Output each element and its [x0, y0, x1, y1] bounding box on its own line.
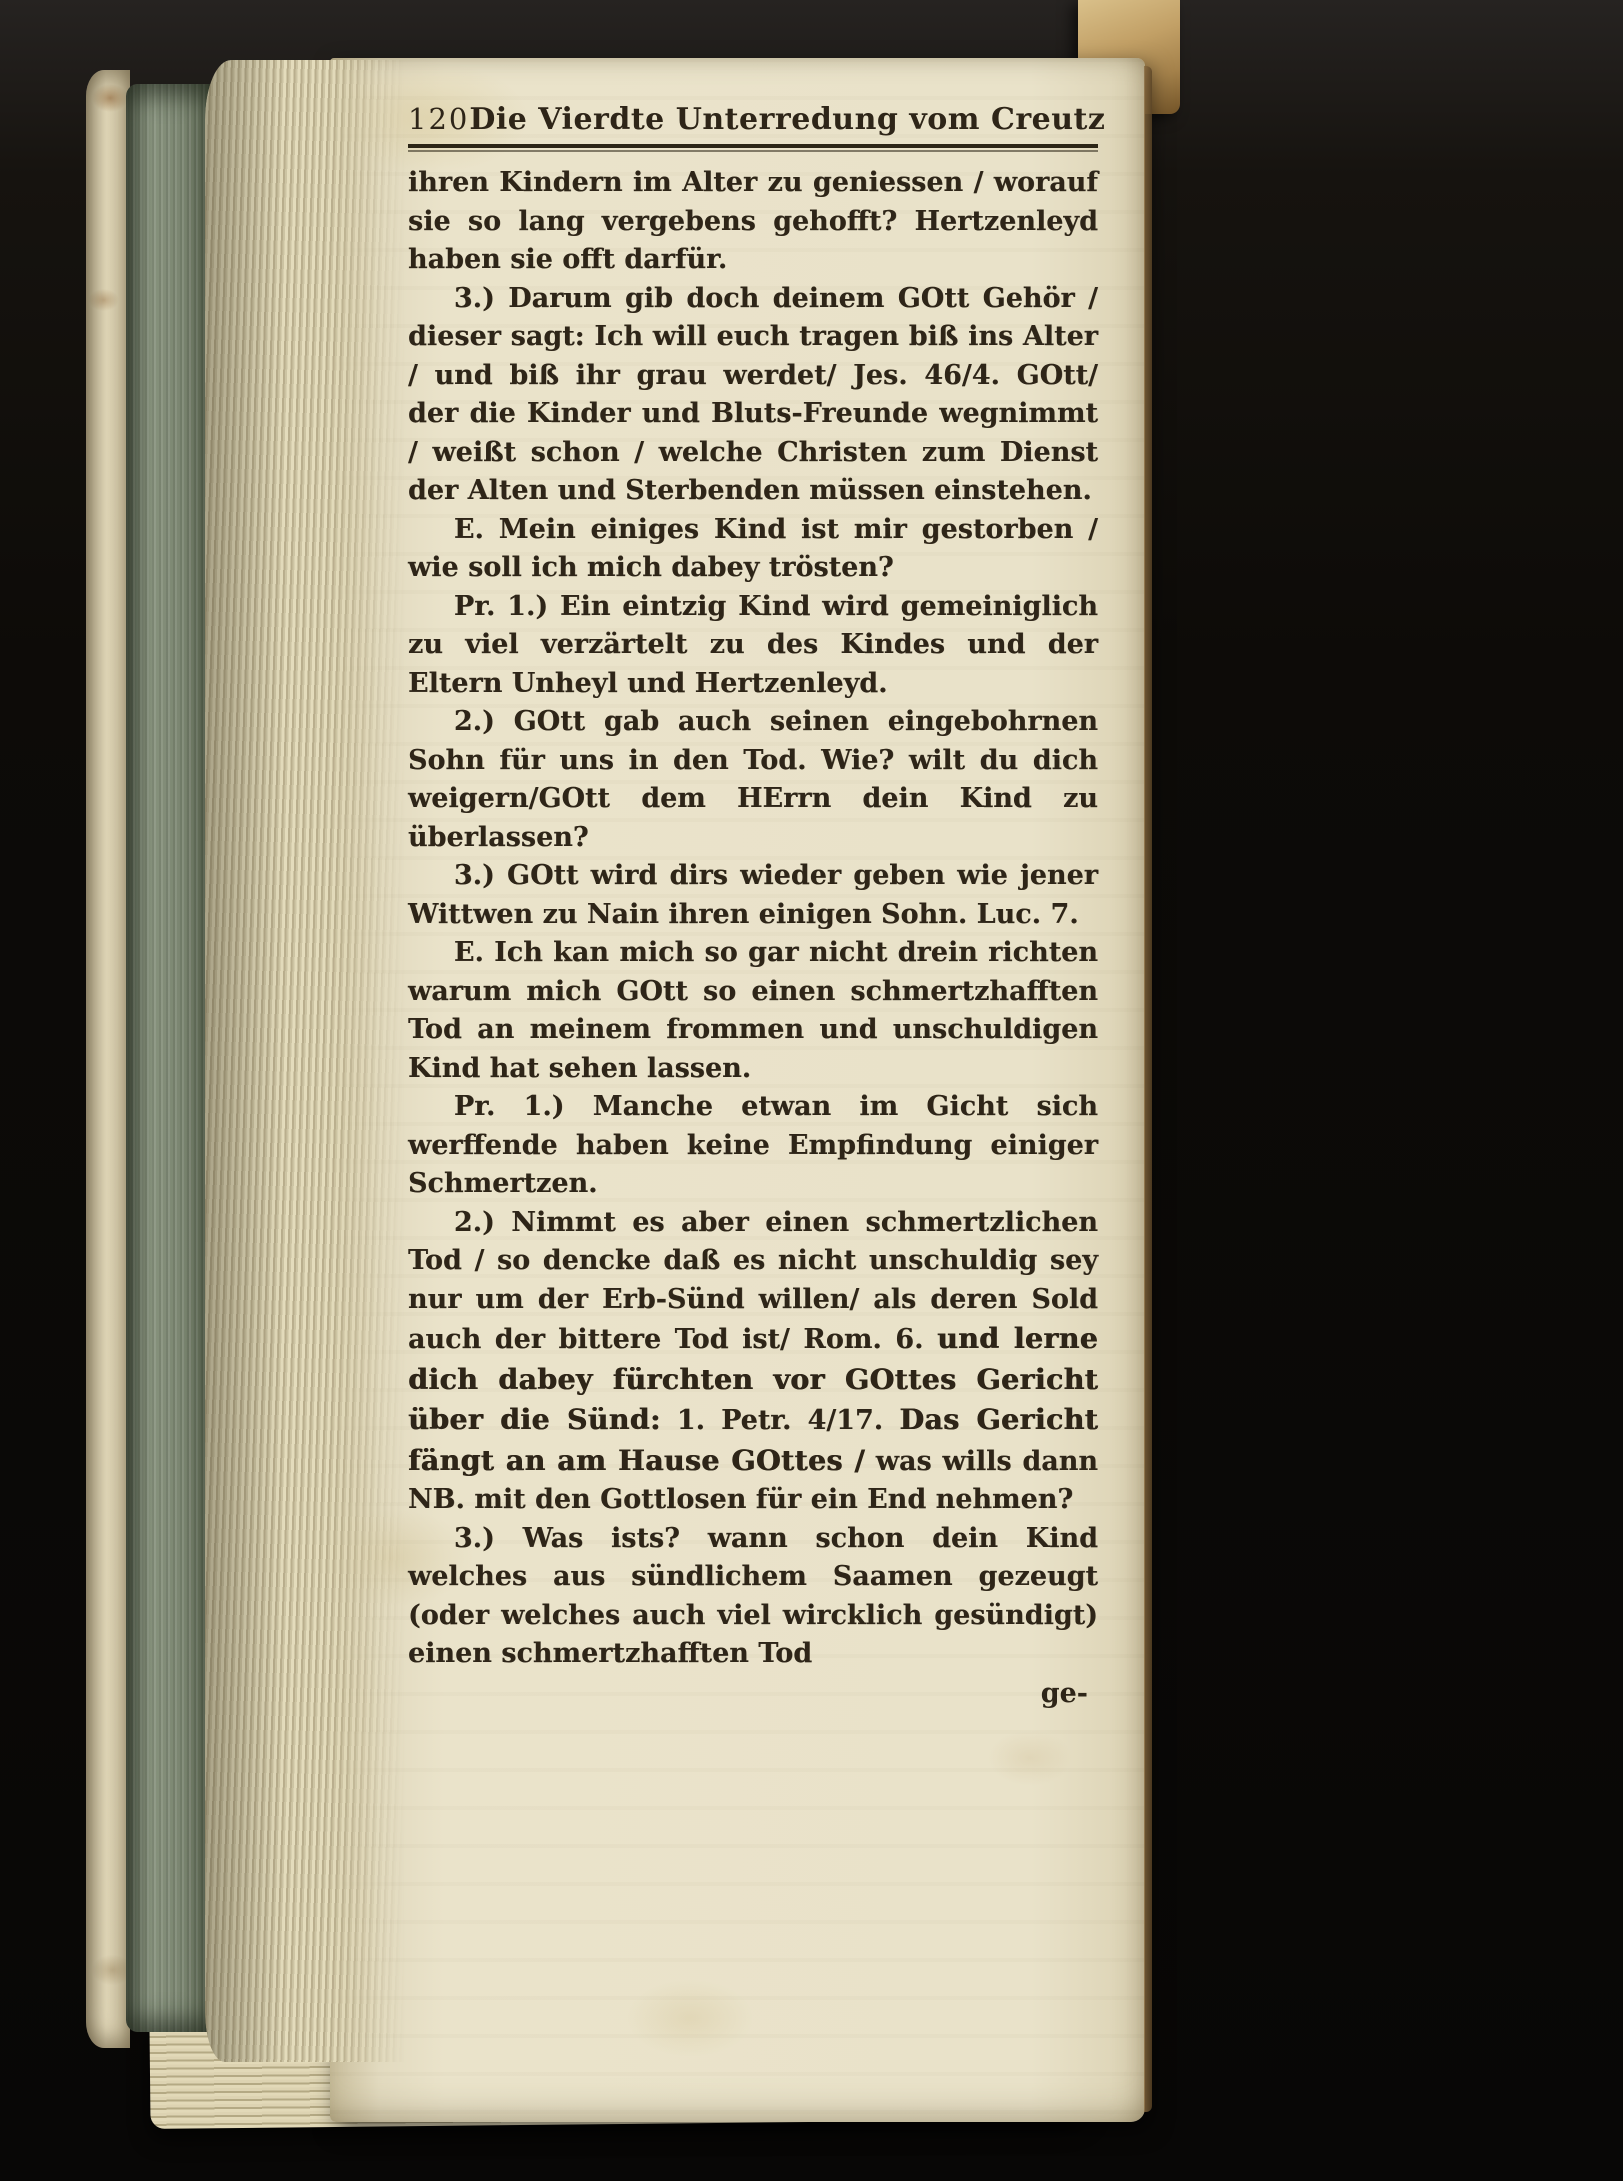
body-text	[408, 164, 1098, 1674]
paragraph: Pr. 1.) Ein eintzig Kind wird gemeiniglich zu viel verzärtelt zu des Kindes und der Eltern Unheyl und Hertzenleyd.	[408, 590, 1098, 699]
paragraph: ihren Kindern im Alter zu geniessen / worauf sie so lang vergebens gehofft? Hertzenleyd haben sie offt darfür.	[408, 167, 1098, 275]
paragraph-run: 1. Petr. 4/17.	[660, 1405, 900, 1436]
page-header	[408, 102, 1106, 137]
paragraph: 3.) GOtt wird dirs wieder geben wie jener Wittwen zu Nain ihren einigen Sohn. Luc. 7.	[408, 860, 1098, 930]
paragraph: 2.) GOtt gab auch seinen eingebohrnen Sohn für uns in den Tod. Wie? wilt du dich weigern/GOtt dem HErrn dein Kind zu überlassen?	[408, 706, 1098, 853]
header-rule	[408, 144, 1098, 152]
running-title: Die Vierdte Unterredung vom Creutz	[469, 102, 1106, 137]
closed-pages-side	[126, 84, 212, 2032]
paragraph: Pr. 1.) Manche etwan im Gicht sich werffende haben keine Empfindung einiger Schmertzen.	[408, 1091, 1098, 1199]
fanned-page-edges	[205, 60, 405, 2062]
book-cover-edge	[86, 70, 130, 2048]
emphasized-run: und lerne dich dabey fürchten vor GOttes Gericht über die Sünd:	[408, 1321, 1099, 1436]
paragraph-run: was wills dann NB. mit den Gottlosen für ein End nehmen?	[408, 1445, 1098, 1515]
page-number: 120	[408, 102, 470, 136]
emphasized-run: Das Gericht fängt an am Hause GOttes /	[408, 1402, 1099, 1477]
paragraph: E. Mein einiges Kind ist mir gestorben / wie soll ich mich dabey trösten?	[408, 513, 1098, 583]
printed-area	[408, 102, 1106, 1714]
paragraph: 3.) Was ists? wann schon dein Kind welches aus sündlichem Saamen gezeugt (oder welches auch viel wircklich gesündigt) einen schmertzhafften Tod	[408, 1522, 1098, 1669]
book-page	[330, 58, 1145, 2122]
catchword: ge-	[1040, 1677, 1088, 1709]
paragraph: 3.) Darum gib doch deinem GOtt Gehör / dieser sagt: Ich will euch tragen biß ins Alter / und biß ihr grau werdet/ Jes. 46/4. GOtt/ der die Kinder und Bluts-Freunde wegnimmt / weißt schon / welche Christen zum Dienst der Alten und Sterbenden müssen einstehen.	[408, 282, 1098, 506]
paragraph	[408, 1204, 1098, 1520]
paragraph-run: 2.) Nimmt es aber einen schmertzlichen Tod / so dencke daß es nicht unschuldig sey nur um der Erb-Sünd willen/ als deren Sold auch der bittere Tod ist/ Rom. 6.	[408, 1206, 1098, 1355]
paragraph: E. Ich kan mich so gar nicht drein richten warum mich GOtt so einen schmertzhafften Tod an meinem frommen und unschuldigen Kind hat sehen lassen.	[408, 937, 1098, 1084]
